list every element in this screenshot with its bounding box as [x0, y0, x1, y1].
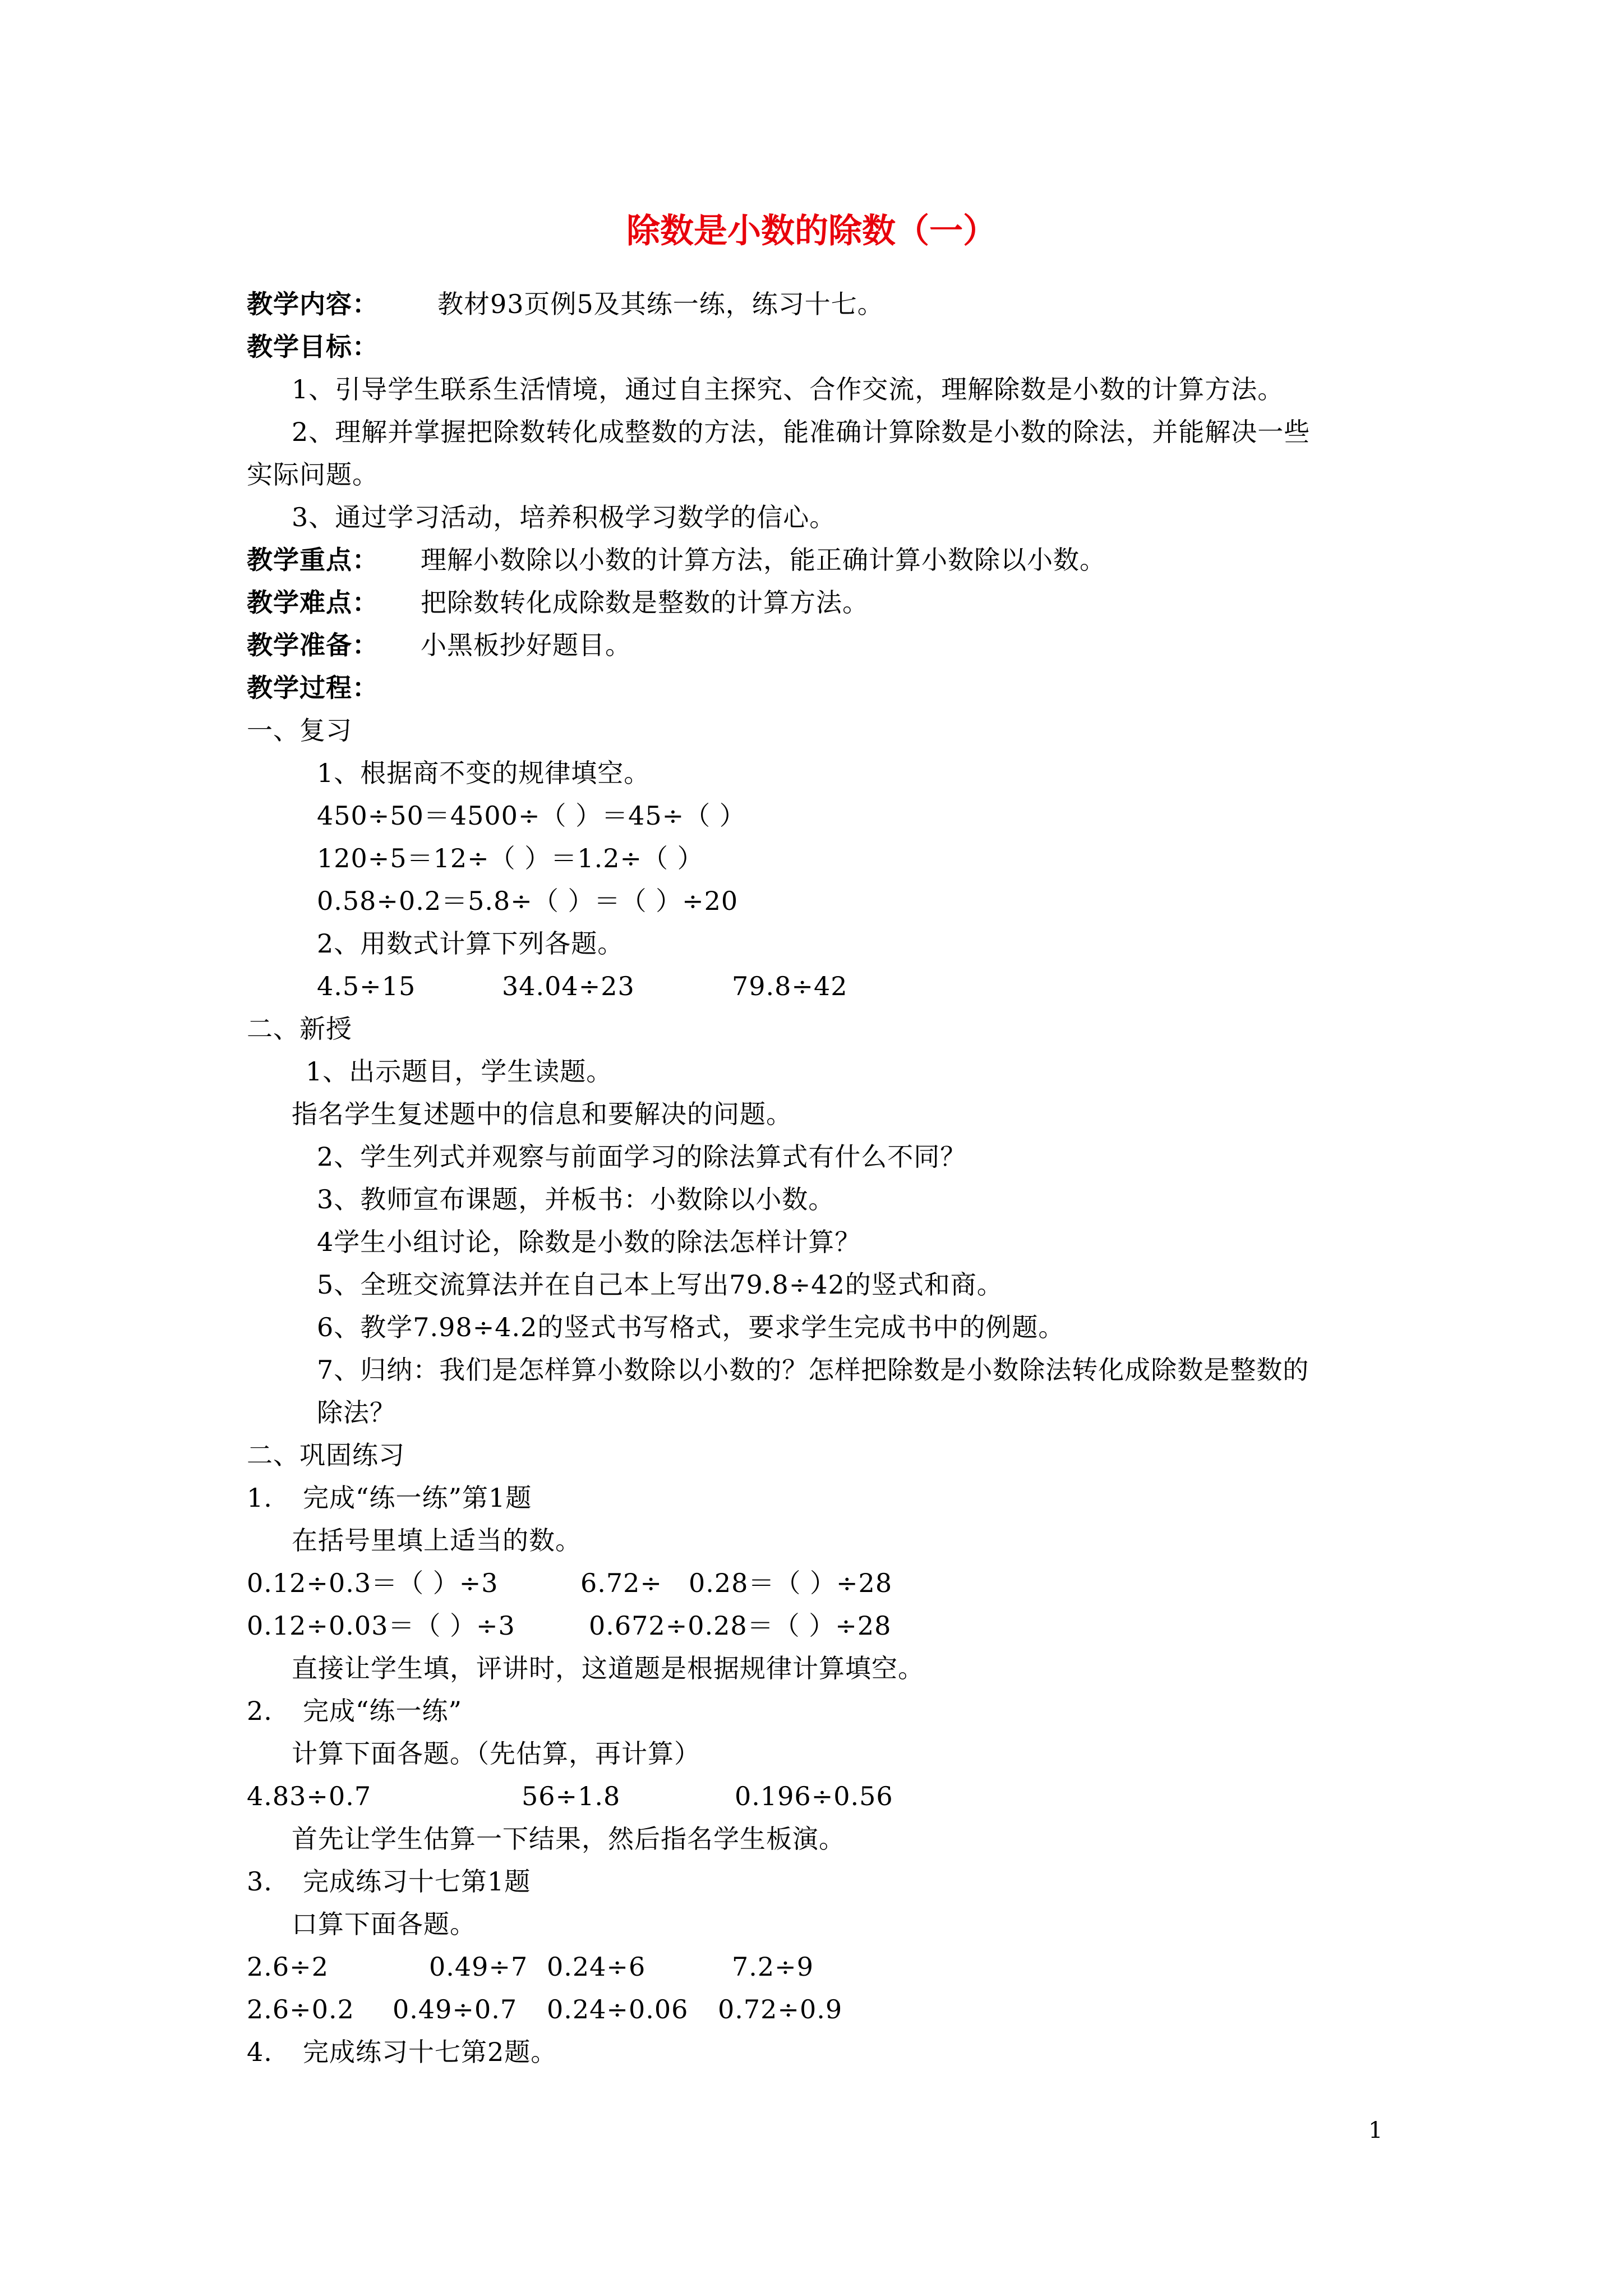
new-heading: 二、新授: [247, 1014, 352, 1044]
oral-calc-r1-c1: 2.6÷2: [247, 1952, 329, 1982]
content-label: 教学内容：: [247, 289, 379, 319]
practice-3-number: 3.: [247, 1866, 273, 1897]
new-step-4: 4学生小组讨论，除数是小数的除法怎样计算？: [317, 1227, 861, 1257]
new-step-1: 1、出示题目，学生读题。: [306, 1056, 613, 1087]
review-heading: 一、复习: [247, 715, 352, 746]
document-title: 除数是小数的除数（一）: [626, 211, 997, 251]
practice-2-calc-2: 56÷1.8: [522, 1781, 621, 1811]
review-calc-1: 4.5÷15: [317, 971, 416, 1001]
oral-calc-r2-c3: 0.24÷0.06: [547, 1994, 689, 2024]
oral-calc-r2-c4: 0.72÷0.9: [718, 1994, 843, 2024]
new-step-7-line-2: 除法？: [317, 1397, 396, 1428]
practice-1-row-2-a: 0.12÷0.03＝（ ）÷3: [247, 1611, 515, 1641]
review-calc-2: 34.04÷23: [502, 971, 635, 1001]
practice-1-title: 完成“练一练”第1题: [303, 1483, 532, 1513]
practice-2-calc-1: 4.83÷0.7: [247, 1781, 372, 1811]
new-step-1-detail: 指名学生复述题中的信息和要解决的问题。: [292, 1099, 792, 1129]
practice-2-note: 首先让学生估算一下结果，然后指名学生板演。: [292, 1824, 845, 1854]
practice-1-note: 直接让学生填，评讲时，这道题是根据规律计算填空。: [292, 1653, 924, 1683]
key-label: 教学重点：: [247, 545, 379, 575]
difficult-text: 把除数转化成除数是整数的计算方法。: [421, 587, 869, 618]
practice-2-desc: 计算下面各题。（先估算，再计算）: [292, 1738, 700, 1769]
review-item-2: 2、用数式计算下列各题。: [317, 928, 624, 959]
review-calc-3: 79.8÷42: [732, 971, 848, 1001]
goal-1: 1、引导学生联系生活情境，通过自主探究、合作交流，理解除数是小数的计算方法。: [292, 374, 1284, 404]
content-text: 教材93页例5及其练一练，练习十七。: [437, 289, 884, 319]
oral-calc-r1-c4: 7.2÷9: [732, 1952, 814, 1982]
practice-4-number: 4.: [247, 2037, 273, 2067]
oral-calc-r1-c3: 0.24÷6: [547, 1952, 646, 1982]
goal-3: 3、通过学习活动，培养积极学习数学的信心。: [292, 502, 836, 532]
prep-label: 教学准备：: [247, 630, 379, 660]
practice-2-number: 2.: [247, 1696, 273, 1726]
new-step-5: 5、全班交流算法并在自己本上写出79.8÷42的竖式和商。: [317, 1269, 1003, 1300]
practice-3-title: 完成练习十七第1题: [303, 1866, 531, 1897]
practice-1-number: 1.: [247, 1483, 273, 1513]
goals-label: 教学目标：: [247, 332, 379, 362]
page-number: 1: [1368, 2118, 1383, 2143]
goal-2-line-1: 2、理解并掌握把除数转化成整数的方法，能准确计算除数是小数的除法，并能解决一些: [292, 417, 1311, 447]
new-step-6: 6、教学7.98÷4.2的竖式书写格式，要求学生完成书中的例题。: [317, 1312, 1065, 1342]
review-equation-3: 0.58÷0.2＝5.8÷（ ）＝（ ）÷20: [317, 886, 739, 916]
new-step-7-line-1: 7、归纳：我们是怎样算小数除以小数的？怎样把除数是小数除法转化成除数是整数的: [317, 1355, 1310, 1385]
key-text: 理解小数除以小数的计算方法，能正确计算小数除以小数。: [421, 545, 1106, 575]
new-step-3: 3、教师宣布课题，并板书：小数除以小数。: [317, 1184, 835, 1214]
goal-2-line-2: 实际问题。: [247, 459, 379, 490]
oral-calc-r2-c2: 0.49÷0.7: [393, 1994, 518, 2024]
practice-2-title: 完成“练一练”: [303, 1696, 463, 1726]
new-step-2: 2、学生列式并观察与前面学习的除法算式有什么不同？: [317, 1142, 967, 1172]
difficult-label: 教学难点：: [247, 587, 379, 618]
review-item-1: 1、根据商不变的规律填空。: [317, 758, 651, 788]
oral-calc-r1-c2: 0.49÷7: [429, 1952, 528, 1982]
practice-4-title: 完成练习十七第2题。: [303, 2037, 557, 2067]
practice-2-calc-3: 0.196÷0.56: [735, 1781, 893, 1811]
review-equation-1: 450÷50＝4500÷（ ）＝45÷（ ）: [317, 800, 746, 831]
practice-1-row-2-b: 0.672÷0.28＝（ ）÷28: [589, 1611, 892, 1641]
practice-1-desc: 在括号里填上适当的数。: [292, 1525, 582, 1556]
prep-text: 小黑板抄好题目。: [421, 630, 631, 660]
review-equation-2: 120÷5＝12÷（ ）＝1.2÷（ ）: [317, 843, 704, 873]
practice-1-row-1-b: 6.72÷ 0.28＝（ ）÷28: [580, 1568, 893, 1598]
oral-calc-r2-c1: 2.6÷0.2: [247, 1994, 354, 2024]
process-label: 教学过程：: [247, 673, 379, 703]
practice-heading: 二、巩固练习: [247, 1440, 405, 1470]
practice-1-row-1-a: 0.12÷0.3＝（ ）÷3: [247, 1568, 499, 1598]
practice-3-desc: 口算下面各题。: [292, 1909, 476, 1939]
